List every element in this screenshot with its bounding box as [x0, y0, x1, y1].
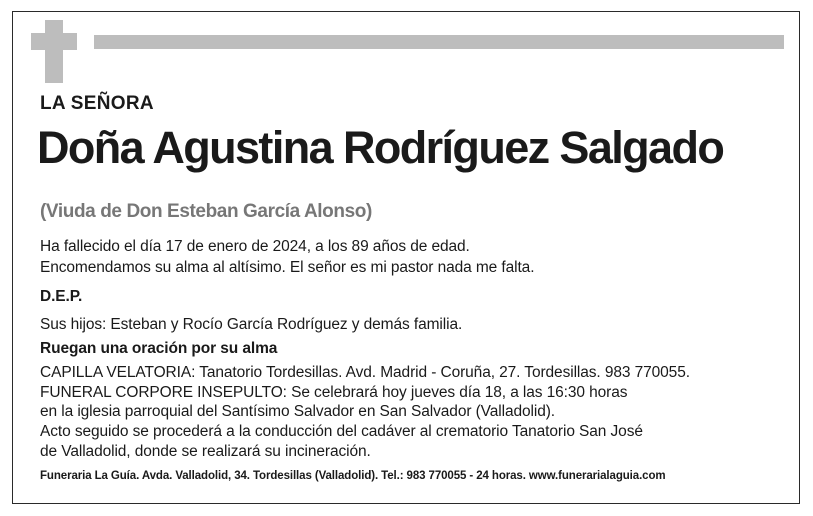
prayer-line: Ruegan una oración por su alma — [40, 340, 278, 357]
deceased-name: Doña Agustina Rodríguez Salgado — [37, 122, 724, 173]
cremation-line-1: Acto seguido se procederá a la conducción del cadáver al crematorio Tanatorio San José — [40, 423, 643, 440]
header-divider-bar — [94, 35, 784, 49]
cross-icon-arm — [31, 33, 77, 50]
family-line: Sus hijos: Esteban y Rocío García Rodríguez y demás familia. — [40, 316, 463, 333]
pre-title: LA SEÑORA — [40, 93, 154, 114]
funeral-home-footer: Funeraria La Guía. Avda. Valladolid, 34. Tordesillas (Valladolid). Tel.: 983 770055 - 24 horas. www.funerarialaguia.com — [40, 470, 666, 482]
cross-icon — [45, 20, 63, 83]
funeral-line-2: en la iglesia parroquial del Santísimo Salvador en San Salvador (Valladolid). — [40, 403, 556, 420]
dep-label: D.E.P. — [40, 288, 83, 305]
announcement-line-2: Encomendamos su alma al altísimo. El señor es mi pastor nada me falta. — [40, 259, 535, 276]
announcement-line-1: Ha fallecido el día 17 de enero de 2024, a los 89 años de edad. — [40, 238, 470, 255]
relation-note: (Viuda de Don Esteban García Alonso) — [40, 201, 372, 222]
chapel-line: CAPILLA VELATORIA: Tanatorio Tordesillas. Avd. Madrid - Coruña, 27. Tordesillas. 983 770055. — [40, 364, 690, 381]
cremation-line-2: de Valladolid, donde se realizará su incineración. — [40, 443, 371, 460]
funeral-line-1: FUNERAL CORPORE INSEPULTO: Se celebrará hoy jueves día 18, a las 16:30 horas — [40, 384, 628, 401]
